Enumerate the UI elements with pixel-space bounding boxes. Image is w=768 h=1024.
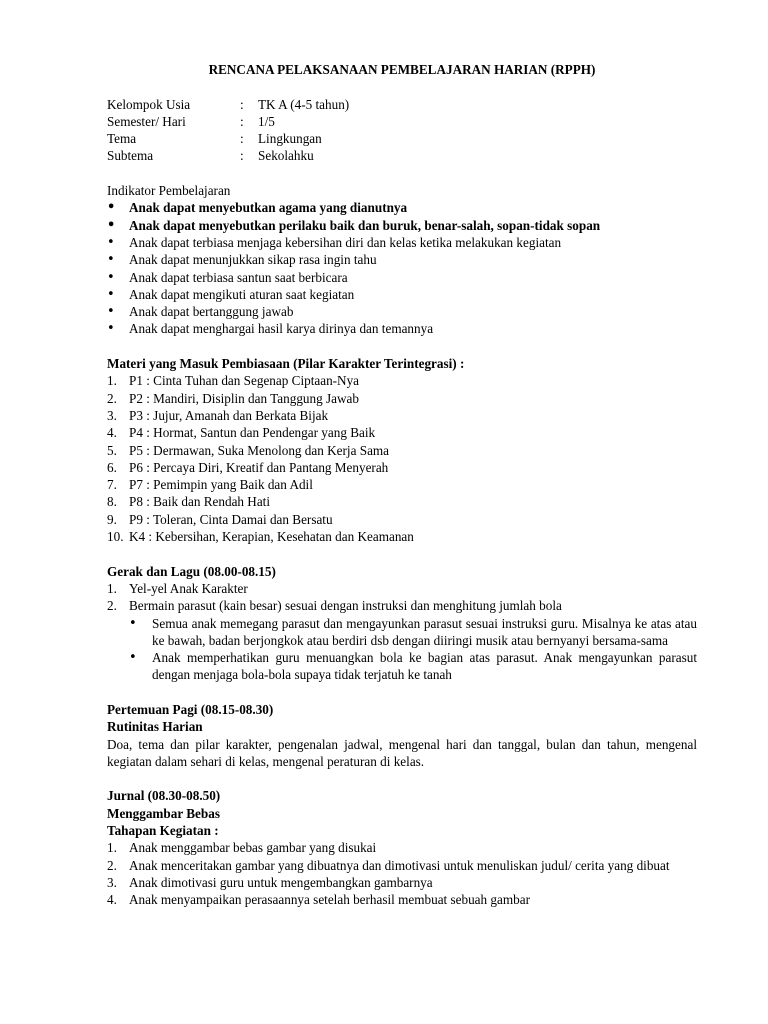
item-text: Anak menceritakan gambar yang dibuatnya dan dimotivasi untuk menuliskan judul/ cerita yang dibuat [129, 857, 670, 873]
indikator-item: • Anak dapat terbiasa menjaga kebersihan diri dan kelas ketika melakukan kegiatan [107, 234, 697, 251]
item-text: Bermain parasut (kain besar) sesuai dengan instruksi dan menghitung jumlah bola [129, 598, 562, 614]
jurnal-item [107, 874, 697, 891]
materi-item [107, 390, 697, 407]
gerak-sub-list [107, 615, 697, 684]
item-number: 5. [107, 442, 117, 458]
gerak-list [107, 580, 697, 684]
info-row [107, 130, 697, 147]
indikator-item: • Anak dapat terbiasa santun saat berbicara [107, 269, 697, 286]
info-colon: : [240, 113, 244, 129]
spacer [107, 770, 697, 787]
item-number: 7. [107, 477, 117, 493]
info-key: Semester/ Hari [107, 113, 186, 129]
info-key: Tema [107, 131, 137, 147]
pertemuan-text: Doa, tema dan pilar karakter, pengenalan jadwal, mengenal hari dan tanggal, bulan dan tahun, mengenal kegiatan dalam sehari di kelas, mengenal peraturan di kelas. [107, 736, 697, 769]
item-text: P9 : Toleran, Cinta Damai dan Bersatu [129, 511, 333, 527]
spacer [107, 684, 697, 701]
info-value: Sekolahku [258, 148, 314, 164]
indikator-heading: Indikator Pembelajaran [107, 183, 231, 199]
jurnal-list [107, 839, 697, 908]
info-row [107, 113, 697, 130]
item-number: 3. [107, 874, 117, 890]
spacer [107, 545, 697, 562]
spacer [107, 165, 697, 182]
info-value: TK A (4-5 tahun) [258, 96, 350, 112]
indikator-item: • Anak dapat bertanggung jawab [107, 303, 697, 320]
item-number: 2. [107, 857, 117, 873]
item-text: P8 : Baik dan Rendah Hati [129, 494, 271, 510]
item-text: P3 : Jujur, Amanah dan Berkata Bijak [129, 407, 329, 423]
materi-item [107, 493, 697, 510]
pertemuan-subheading: Rutinitas Harian [107, 719, 203, 735]
item-number: 8. [107, 494, 117, 510]
info-colon: : [240, 96, 244, 112]
item-number: 1. [107, 373, 117, 389]
indikator-item: • Anak dapat menunjukkan sikap rasa ingin tahu [107, 251, 697, 268]
item-text: K4 : Kebersihan, Kerapian, Kesehatan dan Keamanan [129, 529, 414, 545]
document-title: RENCANA PELAKSANAAN PEMBELAJARAN HARIAN (RPPH) [208, 62, 596, 77]
materi-heading: Materi yang Masuk Pembiasaan (Pilar Karakter Terintegrasi) : [107, 356, 465, 372]
item-text: Yel-yel Anak Karakter [129, 580, 248, 596]
gerak-item [107, 597, 697, 614]
spacer [107, 78, 697, 95]
materi-item [107, 511, 697, 528]
tahapan-heading: Tahapan Kegiatan : [107, 823, 219, 839]
gerak-heading: Gerak dan Lagu (08.00-08.15) [107, 563, 276, 579]
materi-item [107, 424, 697, 441]
item-number: 9. [107, 511, 117, 527]
item-text: P7 : Pemimpin yang Baik dan Adil [129, 477, 313, 493]
item-number: 2. [107, 390, 117, 406]
item-text: P1 : Cinta Tuhan dan Segenap Ciptaan-Nya [129, 373, 360, 389]
materi-list [107, 372, 697, 545]
jurnal-item [107, 857, 697, 874]
item-text: P2 : Mandiri, Disiplin dan Tanggung Jawab [129, 390, 359, 406]
item-text: Anak menggambar bebas gambar yang disukai [129, 840, 377, 856]
indikator-item: • Anak dapat mengikuti aturan saat kegiatan [107, 286, 697, 303]
item-number: 6. [107, 459, 117, 475]
item-text: Anak dimotivasi guru untuk mengembangkan gambarnya [129, 874, 433, 890]
gerak-sub-item: • Anak memperhatikan guru menuangkan bola ke bagian atas parasut. Anak mengayunkan parasut dengan menjaga bola-bola supaya tidak terjatuh ke tanah [129, 649, 697, 684]
item-number: 4. [107, 892, 117, 908]
info-key: Subtema [107, 148, 154, 164]
materi-item [107, 459, 697, 476]
materi-item [107, 476, 697, 493]
item-text: Anak menyampaikan perasaannya setelah berhasil membuat sebuah gambar [129, 892, 530, 908]
pertemuan-heading: Pertemuan Pagi (08.15-08.30) [107, 701, 274, 717]
spacer [107, 338, 697, 355]
document-content [107, 61, 697, 909]
item-number: 2. [107, 598, 117, 614]
item-number: 3. [107, 407, 117, 423]
indikator-item: • Anak dapat menghargai hasil karya dirinya dan temannya [107, 320, 697, 337]
info-colon: : [240, 148, 244, 164]
info-row [107, 96, 697, 113]
item-number: 1. [107, 840, 117, 856]
info-colon: : [240, 131, 244, 147]
info-key: Kelompok Usia [107, 96, 191, 112]
indikator-item: • Anak dapat menyebutkan agama yang dianutnya [107, 199, 697, 216]
materi-item [107, 372, 697, 389]
gerak-sub-item: • Semua anak memegang parasut dan mengayunkan parasut sesuai instruksi guru. Misalnya ke atas atau ke bawah, badan berjongkok atau berdiri dsb dengan diiringi musik atau bernyanyi bersama-sama [129, 615, 697, 650]
jurnal-item [107, 839, 697, 856]
indikator-list [107, 199, 697, 337]
info-table [107, 96, 697, 165]
info-row [107, 147, 697, 164]
materi-item [107, 528, 697, 545]
jurnal-item [107, 891, 697, 908]
item-text: P6 : Percaya Diri, Kreatif dan Pantang Menyerah [129, 459, 389, 475]
gerak-item [107, 580, 697, 597]
item-text: P4 : Hormat, Santun dan Pendengar yang Baik [129, 425, 376, 441]
item-number: 4. [107, 425, 117, 441]
jurnal-heading: Jurnal (08.30-08.50) [107, 788, 221, 804]
item-text: P5 : Dermawan, Suka Menolong dan Kerja Sama [129, 442, 390, 458]
item-number: 1. [107, 580, 117, 596]
materi-item [107, 442, 697, 459]
materi-item [107, 407, 697, 424]
item-number: 10. [107, 529, 124, 545]
indikator-item: • Anak dapat menyebutkan perilaku baik dan buruk, benar-salah, sopan-tidak sopan [107, 217, 697, 234]
info-value: Lingkungan [258, 131, 322, 147]
jurnal-subheading: Menggambar Bebas [107, 805, 220, 821]
info-value: 1/5 [258, 113, 275, 129]
